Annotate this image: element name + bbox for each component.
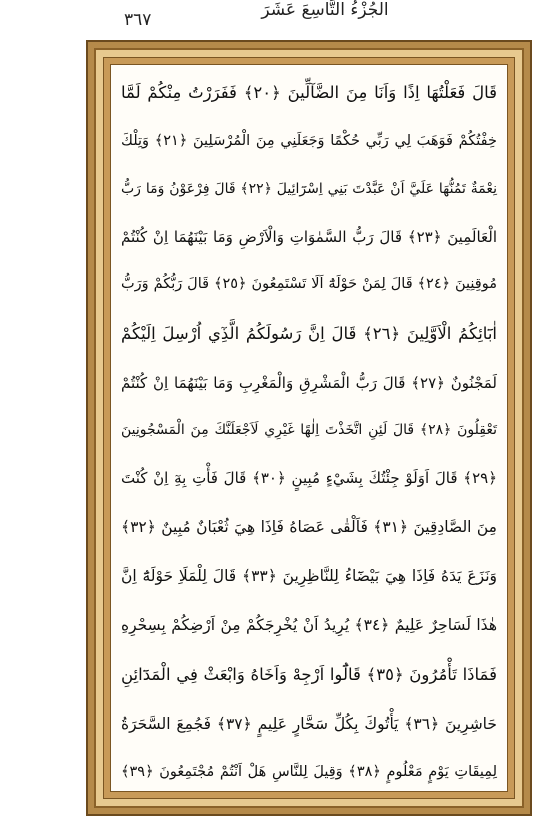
text-line: قَالَ فَعَلْتُهَا اِذًا وَاَنَا مِنَ الضَّآلِّينَ ﴿٢٠﴾ فَفَرَرْتُ مِنْكُمْ لَمَّا (121, 83, 498, 102)
text-line: هٰذَا لَسَاحِرٌ عَلِيمٌ ﴿٣٤﴾ يُرِيدُ اَنْ يُخْرِجَكُمْ مِنْ اَرْضِكُمْ بِسِحْرِهِ (121, 615, 497, 634)
text-line: فَمَاذَا تَأْمُرُونَ ﴿٣٥﴾ قَالُٓوا اَرْجِهْ وَاَخَاهُ وَابْعَثْ فِي الْمَدَٓائِنِ (121, 664, 497, 684)
text-line: اٰبَٓائِكُمُ الْاَوَّلِينَ ﴿٢٦﴾ قَالَ اِنَّ رَسُولَكُمُ الَّذِٓي اُرْسِلَ اِلَيْكُمْ (121, 323, 497, 343)
ornamental-frame (86, 40, 532, 816)
text-panel (110, 64, 508, 792)
text-line: مُوقِنِينَ ﴿٢٤﴾ قَالَ لِمَنْ حَوْلَهُٓ اَلَا تَسْتَمِعُونَ ﴿٢٥﴾ قَالَ رَبُّكُمْ وَرَبُّ (121, 276, 497, 293)
text-line: لِمِيقَاتِ يَوْمٍ مَعْلُومٍ ﴿٣٨﴾ وَقِيلَ لِلنَّاسِ هَلْ اَنْتُمْ مُجْتَمِعُونَ ﴿٣٩﴾ (121, 763, 497, 780)
text-line: الْعَالَمِينَ ﴿٢٣﴾ قَالَ رَبُّ السَّمٰوَاتِ وَالْاَرْضِ وَمَا بَيْنَهُمَا اِنْ كُنْتُمْ (121, 227, 497, 246)
text-line: تَعْقِلُونَ ﴿٢٨﴾ قَالَ لَئِنِ اتَّخَذْتَ اِلٰهًا غَيْرِي لَاَجْعَلَنَّكَ مِنَ الْمَسْجُونِينَ (121, 422, 497, 439)
juz-header: الجُزْءُ التَّاسِعَ عَشَرَ (261, 0, 389, 20)
frame-border-dark (103, 57, 515, 799)
verse-lines (121, 83, 497, 781)
text-line: نِعْمَةٌ تَمُنُّهَا عَلَيَّ اَنْ عَبَّدْتَ بَنِي اِسْرَٓائِيلَ ﴿٢٢﴾ قَالَ فِرْعَوْنُ وَمَا رَبُّ (121, 180, 497, 197)
text-line: مِنَ الصَّادِقِينَ ﴿٣١﴾ فَاَلْقٰى عَصَاهُ فَاِذَا هِيَ ثُعْبَانٌ مُبِينٌ ﴿٣٢﴾ (121, 517, 497, 536)
text-line: ﴿٢٩﴾ قَالَ اَوَلَوْ جِئْتُكَ بِشَيْءٍ مُبِينٍ ﴿٣٠﴾ قَالَ فَأْتِ بِهِٓ اِنْ كُنْتَ (121, 469, 497, 488)
frame-border-light (94, 48, 524, 808)
text-line: لَمَجْنُونٌ ﴿٢٧﴾ قَالَ رَبُّ الْمَشْرِقِ وَالْمَغْرِبِ وَمَا بَيْنَهُمَا اِنْ كُنْتُمْ (121, 374, 497, 393)
text-line: خِفْتُكُمْ فَوَهَبَ لِي رَبِّي حُكْمًا وَجَعَلَنِي مِنَ الْمُرْسَلِينَ ﴿٢١﴾ وَتِلْكَ (121, 133, 497, 150)
page-number: ٣٦٧ (124, 10, 152, 30)
text-line: حَاشِرِينَ ﴿٣٦﴾ يَأْتُوكَ بِكُلِّ سَحَّارٍ عَلِيمٍ ﴿٣٧﴾ فَجُمِعَ السَّحَرَةُ (121, 714, 497, 733)
text-line: وَنَزَعَ يَدَهُ فَاِذَا هِيَ بَيْضَٓاءُ لِلنَّاظِرِينَ ﴿٣٣﴾ قَالَ لِلْمَلَاِ حَوْلَهُٓ اِنَّ (121, 566, 497, 585)
